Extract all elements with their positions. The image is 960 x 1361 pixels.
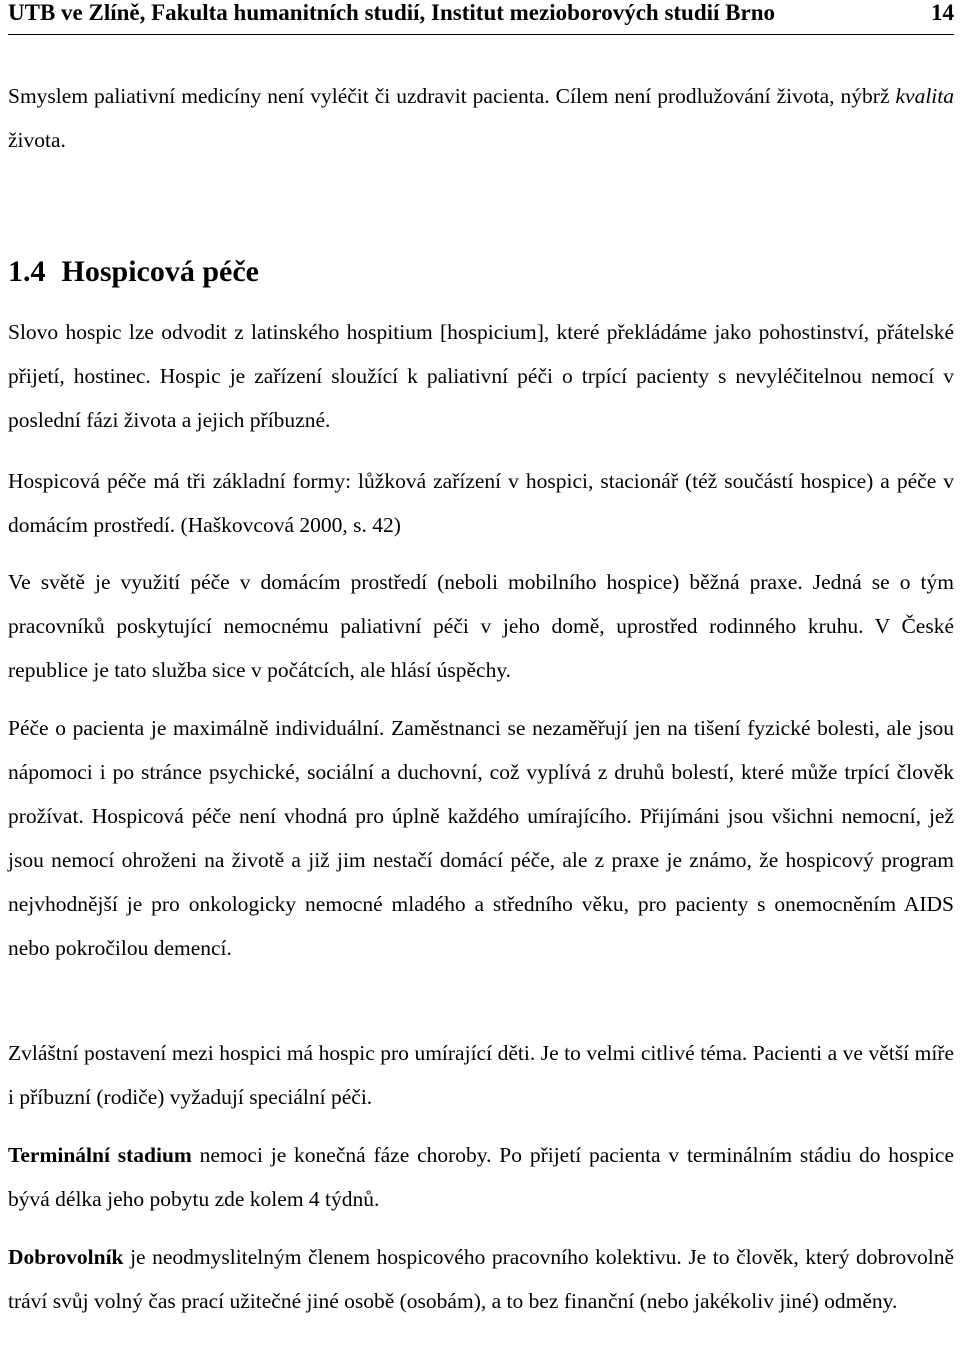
paragraph-terminal-stage xyxy=(8,1133,954,1221)
paragraph-individual-care: Péče o pacienta je maximálně individuální. Zaměstnanci se nezaměřují jen na tišení fyzické bolesti, ale jsou nápomoci i po stránce psychické, sociální a duchovní, což vyplívá z druhů bolestí, které může trpící člověk prožívat. Hospicová péče není vhodná pro úplně každého umírajícího. Přijímáni jsou všichni nemocní, jež jsou nemocí ohroženi na životě a již jim nestačí domácí péče, ale z praxe je známo, že hospicový program nejvhodnější je pro onkologicky nemocné mladého a středního věku, pro pacienty s onemocněním AIDS nebo pokročilou demencí. xyxy=(8,716,954,960)
paragraph-home-care: Ve světě je využití péče v domácím prostředí (neboli mobilního hospice) běžná praxe. Jedná se o tým pracovníků poskytující nemocnému paliativní péči v jeho domě, uprostřed rodinného kruhu. V České republice je tato služba sice v počátcích, ale hlásí úspěchy. xyxy=(8,570,954,682)
term-terminal-stage: Terminální stadium xyxy=(8,1143,192,1167)
section-title: Hospicová péče xyxy=(61,255,259,288)
paragraph-care-forms: Hospicová péče má tři základní formy: lůžková zařízení v hospici, stacionář (též součástí hospice) a péče v domácím prostředí. (Haškovcová 2000, s. 42) xyxy=(8,469,954,537)
intro-italic-word: kvalita xyxy=(895,84,954,108)
page-number: 14 xyxy=(931,0,954,25)
volunteer-text: je neodmyslitelným členem hospicového pracovního kolektivu. Je to člověk, který dobrovolně tráví svůj volný čas prací užitečné jiné osobě (osobám), a to bez finanční (nebo jakékoliv jiné) odměny. xyxy=(8,1245,954,1313)
section-heading xyxy=(8,252,259,292)
paragraph-volunteer xyxy=(8,1235,954,1323)
running-header xyxy=(8,0,954,35)
section-number: 1.4 xyxy=(8,255,46,288)
paragraph-hospic-definition: Slovo hospic lze odvodit z latinského hospitium [hospicium], které překládáme jako pohostinství, přátelské přijetí, hostinec. Hospic je zařízení sloužící k paliativní péči o trpící pacienty s nevyléčitelnou nemocí v poslední fázi života a jejich příbuzné. xyxy=(8,320,954,432)
terminal-stage-text: nemoci je konečná fáze choroby. Po přijetí pacienta v terminálním stádiu do hospice bývá délka jeho pobytu zde kolem 4 týdnů. xyxy=(8,1143,954,1211)
term-volunteer: Dobrovolník xyxy=(8,1245,124,1269)
intro-paragraph xyxy=(8,74,954,162)
intro-text-start: Smyslem paliativní medicíny není vyléčit či uzdravit pacienta. Cílem není prodlužování života, nýbrž xyxy=(8,84,896,108)
header-institution: UTB ve Zlíně, Fakulta humanitních studií, Institut mezioborových studií Brno xyxy=(8,0,776,25)
intro-text-end: života. xyxy=(8,128,66,152)
paragraph-children-hospice: Zvláštní postavení mezi hospici má hospic pro umírající děti. Je to velmi citlivé téma. Pacienti a ve větší míře i příbuzní (rodiče) vyžadují speciální péči. xyxy=(8,1041,954,1109)
